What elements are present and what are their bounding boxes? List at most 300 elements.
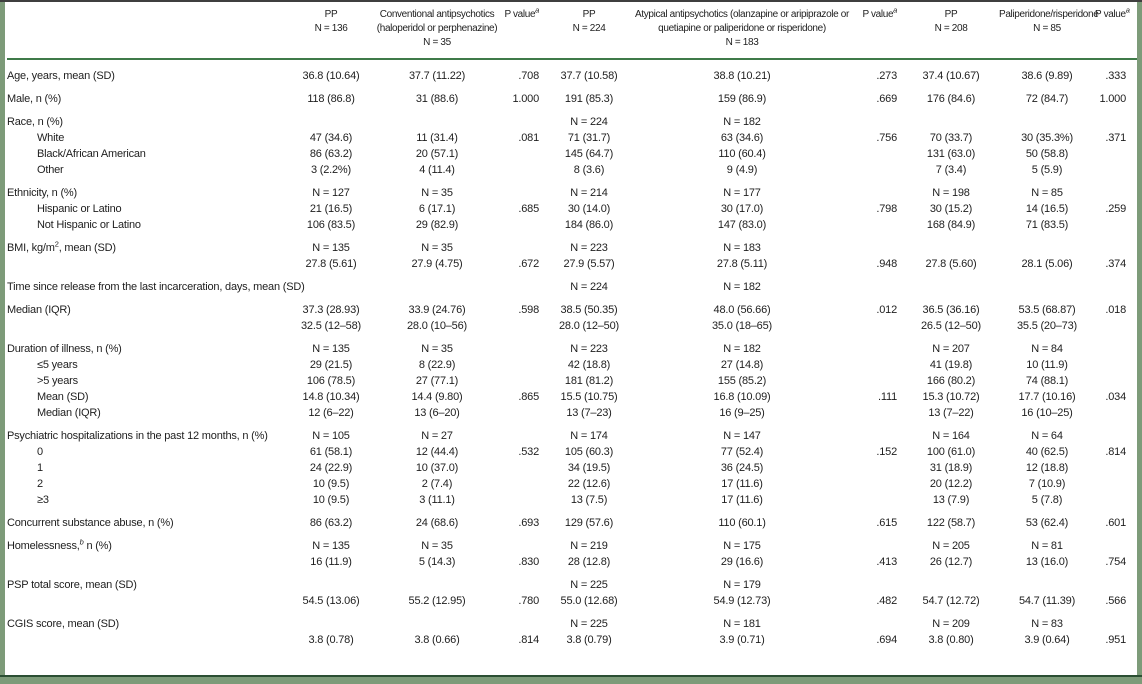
cell-atypical: N = 183 bbox=[723, 242, 761, 254]
cell-pvalue2 bbox=[853, 459, 903, 475]
cell-pp1: 10 (9.5) bbox=[312, 494, 350, 506]
cell-pvalue3 bbox=[1095, 106, 1139, 129]
cell-pp3: 100 (61.0) bbox=[926, 446, 976, 458]
cell-pvalue2: .694 bbox=[876, 634, 897, 646]
cell-pp3: 26.5 (12–50) bbox=[921, 320, 981, 332]
cell-pvalue1 bbox=[499, 177, 547, 200]
cell-pp1: 10 (9.5) bbox=[312, 478, 350, 490]
table-row bbox=[7, 372, 1139, 388]
cell-atypical: 110 (60.4) bbox=[718, 148, 766, 160]
cell-pvalue2 bbox=[853, 475, 903, 491]
cell-pp3: 41 (19.8) bbox=[929, 359, 973, 371]
table-row bbox=[7, 388, 1139, 404]
cell-atypical: 36 (24.5) bbox=[720, 462, 764, 474]
cell-paliperidone: 12 (18.8) bbox=[1025, 462, 1069, 474]
cell-pvalue2: .669 bbox=[876, 93, 897, 105]
table-row bbox=[7, 530, 1139, 553]
cell-pvalue2: .273 bbox=[876, 70, 897, 82]
cell-pp3 bbox=[903, 569, 999, 592]
row-label: Concurrent substance abuse, n (%) bbox=[7, 517, 174, 529]
cell-pp2: 28 (12.8) bbox=[567, 556, 611, 568]
cell-pvalue2 bbox=[853, 491, 903, 507]
cell-atypical: 48.0 (56.66) bbox=[713, 304, 771, 316]
cell-atypical: 30 (17.0) bbox=[720, 203, 764, 215]
cell-pp3: 15.3 (10.72) bbox=[922, 391, 980, 403]
table-row bbox=[7, 475, 1139, 491]
cell-pp3: 70 (33.7) bbox=[929, 132, 973, 144]
cell-pvalue3: .374 bbox=[1105, 258, 1126, 270]
header-row bbox=[7, 3, 1139, 59]
cell-pp1: N = 105 bbox=[312, 430, 350, 442]
cell-pp1 bbox=[287, 569, 375, 592]
cell-pvalue2: .756 bbox=[876, 132, 897, 144]
cell-conventional: N = 35 bbox=[421, 540, 453, 552]
cell-pp3: 31 (18.9) bbox=[929, 462, 973, 474]
cell-pvalue1: .780 bbox=[518, 595, 539, 607]
cell-paliperidone bbox=[999, 271, 1095, 294]
row-label: PSP total score, mean (SD) bbox=[7, 579, 137, 591]
cell-paliperidone: 74 (88.1) bbox=[1025, 375, 1069, 387]
cell-conventional: 31 (88.6) bbox=[415, 93, 459, 105]
cell-pvalue1 bbox=[499, 161, 547, 177]
cell-paliperidone: 50 (58.8) bbox=[1025, 148, 1069, 160]
row-label: Median (IQR) bbox=[37, 407, 101, 419]
cell-conventional: N = 35 bbox=[421, 242, 453, 254]
cell-pp3: 166 (80.2) bbox=[926, 375, 976, 387]
row-label bbox=[7, 255, 287, 271]
column-header-pvalue1: P value$^a$ bbox=[499, 3, 547, 59]
cell-paliperidone: 40 (62.5) bbox=[1025, 446, 1069, 458]
baseline-characteristics-table bbox=[7, 3, 1139, 647]
cell-pp1: 106 (83.5) bbox=[306, 219, 356, 231]
cell-pvalue2 bbox=[853, 420, 903, 443]
cell-pvalue1 bbox=[499, 475, 547, 491]
cell-pvalue1: .814 bbox=[518, 634, 539, 646]
table-row bbox=[7, 83, 1139, 106]
cell-pp2: 37.7 (10.58) bbox=[560, 70, 618, 82]
table-row bbox=[7, 271, 1139, 294]
cell-paliperidone: N = 84 bbox=[1031, 343, 1063, 355]
cell-pvalue1 bbox=[499, 232, 547, 255]
cell-paliperidone: 5 (7.8) bbox=[1031, 494, 1063, 506]
cell-pvalue2 bbox=[853, 404, 903, 420]
cell-atypical: N = 179 bbox=[723, 579, 761, 591]
cell-pvalue1: .693 bbox=[518, 517, 539, 529]
column-header-pp3: PP N = 208 bbox=[903, 3, 999, 59]
cell-pp1: N = 135 bbox=[312, 540, 350, 552]
cell-atypical: 63 (34.6) bbox=[720, 132, 764, 144]
cell-pvalue1: .685 bbox=[518, 203, 539, 215]
column-header-pvalue2: P value$^a$ bbox=[853, 3, 903, 59]
cell-pp2: 191 (85.3) bbox=[564, 93, 614, 105]
cell-pp2: 145 (64.7) bbox=[564, 148, 614, 160]
cell-conventional: 4 (11.4) bbox=[419, 164, 455, 176]
cell-pvalue2: .152 bbox=[876, 446, 897, 458]
cell-pp3: 54.7 (12.72) bbox=[922, 595, 980, 607]
cell-pvalue1: .532 bbox=[518, 446, 539, 458]
cell-conventional: 24 (68.6) bbox=[415, 517, 459, 529]
table-row bbox=[7, 420, 1139, 443]
cell-pvalue3: .566 bbox=[1105, 595, 1126, 607]
cell-pp3: 36.5 (36.16) bbox=[922, 304, 980, 316]
table-row bbox=[7, 317, 1139, 333]
cell-pvalue3: 1.000 bbox=[1099, 93, 1126, 105]
table-row bbox=[7, 569, 1139, 592]
cell-pvalue2: .413 bbox=[876, 556, 897, 568]
cell-pp2: N = 219 bbox=[570, 540, 608, 552]
row-label: Black/African American bbox=[37, 148, 146, 160]
cell-atypical: 155 (85.2) bbox=[717, 375, 767, 387]
cell-pp2: 105 (60.3) bbox=[564, 446, 614, 458]
table-row bbox=[7, 177, 1139, 200]
row-label: >5 years bbox=[37, 375, 78, 387]
cell-paliperidone: 3.9 (0.64) bbox=[1024, 634, 1070, 646]
cell-pvalue3: .754 bbox=[1105, 556, 1126, 568]
cell-pp2: 3.8 (0.79) bbox=[566, 634, 612, 646]
cell-conventional: N = 27 bbox=[421, 430, 453, 442]
cell-pvalue2: .111 bbox=[878, 391, 897, 403]
cell-conventional bbox=[375, 569, 499, 592]
cell-pp2: 13 (7.5) bbox=[570, 494, 608, 506]
cell-pp1: 47 (34.6) bbox=[309, 132, 353, 144]
cell-pp2: 181 (81.2) bbox=[564, 375, 614, 387]
cell-pvalue1 bbox=[499, 608, 547, 631]
table-row bbox=[7, 631, 1139, 647]
cell-pvalue3 bbox=[1095, 177, 1139, 200]
column-header-conventional: Conventional antipsychotics (haloperidol or perphenazine) N = 35 bbox=[375, 3, 499, 59]
cell-conventional: N = 35 bbox=[421, 343, 453, 355]
cell-pp1: 32.5 (12–58) bbox=[301, 320, 361, 332]
cell-pvalue3: .018 bbox=[1105, 304, 1126, 316]
cell-conventional: 5 (14.3) bbox=[418, 556, 456, 568]
row-label: Not Hispanic or Latino bbox=[37, 219, 141, 231]
cell-atypical: 159 (86.9) bbox=[717, 93, 767, 105]
cell-paliperidone bbox=[999, 106, 1095, 129]
row-label: Time since release from the last incarceration, days, mean (SD) bbox=[7, 281, 305, 293]
cell-conventional: 6 (17.1) bbox=[418, 203, 456, 215]
cell-pvalue2 bbox=[853, 271, 903, 294]
cell-atypical: 110 (60.1) bbox=[718, 517, 766, 529]
row-label: Homelessness,$^b$ n (%) bbox=[7, 537, 112, 552]
cell-pp3: 7 (3.4) bbox=[935, 164, 967, 176]
column-header-label bbox=[7, 3, 287, 59]
cell-atypical: 3.9 (0.71) bbox=[719, 634, 765, 646]
cell-pvalue1 bbox=[499, 530, 547, 553]
cell-paliperidone: 28.1 (5.06) bbox=[1021, 258, 1073, 270]
row-label: Age, years, mean (SD) bbox=[7, 70, 115, 82]
table-bottom-border-bar bbox=[0, 677, 1142, 684]
cell-pvalue2 bbox=[853, 145, 903, 161]
cell-conventional bbox=[375, 271, 499, 294]
cell-pvalue2: .948 bbox=[876, 258, 897, 270]
cell-paliperidone: N = 83 bbox=[1031, 618, 1063, 630]
cell-pvalue3 bbox=[1095, 530, 1139, 553]
cell-pp3: 37.4 (10.67) bbox=[922, 70, 980, 82]
cell-conventional: N = 35 bbox=[421, 187, 453, 199]
column-header-paliperidone: Paliperidone/risperidone N = 85 bbox=[999, 3, 1095, 59]
cell-pp1: 14.8 (10.34) bbox=[302, 391, 360, 403]
cell-pp1: 61 (58.1) bbox=[309, 446, 353, 458]
cell-pp1: 118 (86.8) bbox=[307, 93, 355, 105]
cell-atypical: 16 (9–25) bbox=[719, 407, 765, 419]
cell-pvalue1 bbox=[499, 372, 547, 388]
cell-paliperidone: 30 (35.3%) bbox=[1021, 132, 1073, 144]
row-label: ≤5 years bbox=[37, 359, 78, 371]
cell-paliperidone: N = 81 bbox=[1031, 540, 1063, 552]
row-label bbox=[7, 592, 287, 608]
cell-pp2: 55.0 (12.68) bbox=[560, 595, 618, 607]
cell-paliperidone: 53 (62.4) bbox=[1025, 517, 1069, 529]
row-label: Ethnicity, n (%) bbox=[7, 187, 77, 199]
row-label bbox=[7, 631, 287, 647]
cell-pp3: N = 209 bbox=[932, 618, 970, 630]
cell-pvalue3: .601 bbox=[1105, 517, 1126, 529]
cell-pp2: 71 (31.7) bbox=[567, 132, 611, 144]
cell-pvalue1: .598 bbox=[518, 304, 539, 316]
table-row bbox=[7, 592, 1139, 608]
cell-pp3: 30 (15.2) bbox=[929, 203, 973, 215]
cell-conventional: 27 (77.1) bbox=[415, 375, 459, 387]
row-label: Duration of illness, n (%) bbox=[7, 343, 122, 355]
table-row bbox=[7, 145, 1139, 161]
cell-pp3: 122 (58.7) bbox=[926, 517, 976, 529]
cell-pp1 bbox=[287, 608, 375, 631]
cell-pvalue2 bbox=[853, 356, 903, 372]
cell-pp1: 37.3 (28.93) bbox=[302, 304, 360, 316]
cell-pp3: 168 (84.9) bbox=[926, 219, 976, 231]
cell-pp3: N = 205 bbox=[932, 540, 970, 552]
cell-conventional: 10 (37.0) bbox=[415, 462, 459, 474]
cell-pp1: 86 (63.2) bbox=[309, 517, 353, 529]
table-row bbox=[7, 553, 1139, 569]
cell-pp2: 184 (86.0) bbox=[564, 219, 614, 231]
cell-pvalue1 bbox=[499, 106, 547, 129]
cell-pp3: N = 207 bbox=[932, 343, 970, 355]
cell-pp3: 26 (12.7) bbox=[929, 556, 973, 568]
cell-atypical: 147 (83.0) bbox=[717, 219, 767, 231]
cell-pp3: N = 164 bbox=[932, 430, 970, 442]
cell-pp2: 22 (12.6) bbox=[567, 478, 611, 490]
table-row bbox=[7, 333, 1139, 356]
cell-pp3: 27.8 (5.60) bbox=[925, 258, 977, 270]
row-label: ≥3 bbox=[37, 494, 49, 506]
row-label: Median (IQR) bbox=[7, 304, 71, 316]
row-label: Hispanic or Latino bbox=[37, 203, 122, 215]
cell-atypical: 16.8 (10.09) bbox=[713, 391, 771, 403]
cell-pvalue3: .259 bbox=[1105, 203, 1126, 215]
cell-pvalue1 bbox=[499, 271, 547, 294]
cell-pp3: 176 (84.6) bbox=[926, 93, 976, 105]
cell-paliperidone: 10 (11.9) bbox=[1026, 359, 1068, 371]
cell-atypical: 27 (14.8) bbox=[720, 359, 764, 371]
cell-paliperidone bbox=[999, 232, 1095, 255]
cell-conventional: 8 (22.9) bbox=[418, 359, 456, 371]
cell-conventional: 29 (82.9) bbox=[415, 219, 459, 231]
cell-pp2: N = 174 bbox=[570, 430, 608, 442]
cell-pvalue2 bbox=[853, 317, 903, 333]
cell-atypical: 17 (11.6) bbox=[721, 494, 763, 506]
row-label: Race, n (%) bbox=[7, 116, 63, 128]
cell-paliperidone: N = 85 bbox=[1031, 187, 1063, 199]
cell-pp2: 34 (19.5) bbox=[567, 462, 611, 474]
table-row bbox=[7, 491, 1139, 507]
table-row bbox=[7, 106, 1139, 129]
cell-atypical: 29 (16.6) bbox=[720, 556, 764, 568]
cell-pp3: 3.8 (0.80) bbox=[928, 634, 974, 646]
cell-pvalue3 bbox=[1095, 271, 1139, 294]
cell-pvalue1: 1.000 bbox=[512, 93, 539, 105]
cell-atypical: N = 175 bbox=[723, 540, 761, 552]
cell-paliperidone: 5 (5.9) bbox=[1031, 164, 1063, 176]
cell-pvalue3: .371 bbox=[1105, 132, 1126, 144]
cell-pvalue3 bbox=[1095, 475, 1139, 491]
cell-pvalue2 bbox=[853, 232, 903, 255]
cell-pvalue3 bbox=[1095, 459, 1139, 475]
cell-paliperidone: 7 (10.9) bbox=[1028, 478, 1066, 490]
cell-pp2: N = 224 bbox=[570, 281, 608, 293]
cell-atypical: 35.0 (18–65) bbox=[712, 320, 772, 332]
table-top-rule bbox=[0, 0, 1142, 2]
row-label: BMI, $kg/m^2$, mean (SD) bbox=[7, 239, 116, 254]
cell-pp2: N = 225 bbox=[570, 579, 608, 591]
cell-pvalue2: .798 bbox=[876, 203, 897, 215]
cell-paliperidone: 13 (16.0) bbox=[1025, 556, 1069, 568]
cell-pvalue3 bbox=[1095, 333, 1139, 356]
table-row bbox=[7, 507, 1139, 530]
cell-pvalue3 bbox=[1095, 372, 1139, 388]
table-right-border-bar bbox=[1137, 0, 1142, 684]
cell-pvalue3 bbox=[1095, 232, 1139, 255]
cell-pvalue1 bbox=[499, 317, 547, 333]
cell-atypical: N = 181 bbox=[723, 618, 761, 630]
cell-pvalue3 bbox=[1095, 420, 1139, 443]
cell-atypical: N = 177 bbox=[723, 187, 761, 199]
cell-pvalue1 bbox=[499, 459, 547, 475]
cell-pvalue1 bbox=[499, 420, 547, 443]
cell-pvalue1 bbox=[499, 356, 547, 372]
table-row bbox=[7, 59, 1139, 83]
cell-pvalue1: .830 bbox=[518, 556, 539, 568]
cell-pvalue3: .951 bbox=[1105, 634, 1126, 646]
cell-pvalue3 bbox=[1095, 317, 1139, 333]
cell-conventional: 55.2 (12.95) bbox=[408, 595, 466, 607]
cell-pvalue3 bbox=[1095, 608, 1139, 631]
row-label: White bbox=[37, 132, 65, 144]
cell-pp1: 24 (22.9) bbox=[309, 462, 353, 474]
cell-paliperidone: N = 64 bbox=[1031, 430, 1063, 442]
cell-pp2: 27.9 (5.57) bbox=[563, 258, 615, 270]
cell-pvalue2 bbox=[853, 106, 903, 129]
cell-atypical: 17 (11.6) bbox=[721, 478, 763, 490]
cell-paliperidone: 72 (84.7) bbox=[1025, 93, 1069, 105]
cell-pp3: 13 (7–22) bbox=[928, 407, 974, 419]
cell-atypical: 54.9 (12.73) bbox=[713, 595, 771, 607]
cell-paliperidone: 54.7 (11.39) bbox=[1018, 595, 1076, 607]
cell-pp2: 13 (7–23) bbox=[566, 407, 612, 419]
cell-paliperidone bbox=[999, 569, 1095, 592]
table-row bbox=[7, 443, 1139, 459]
cell-pvalue2 bbox=[853, 216, 903, 232]
cell-pvalue1 bbox=[499, 145, 547, 161]
table-row bbox=[7, 129, 1139, 145]
column-header-pp2: PP N = 224 bbox=[547, 3, 631, 59]
cell-paliperidone: 14 (16.5) bbox=[1025, 203, 1069, 215]
row-label: Psychiatric hospitalizations in the past 12 months, n (%) bbox=[7, 430, 268, 442]
cell-pvalue3: .814 bbox=[1105, 446, 1126, 458]
cell-pvalue1 bbox=[499, 569, 547, 592]
row-label: 1 bbox=[37, 462, 43, 474]
cell-pvalue3 bbox=[1095, 356, 1139, 372]
cell-pvalue3 bbox=[1095, 161, 1139, 177]
cell-pp1: N = 135 bbox=[312, 343, 350, 355]
cell-conventional: 12 (44.4) bbox=[415, 446, 459, 458]
cell-atypical: 77 (52.4) bbox=[720, 446, 764, 458]
row-label: 0 bbox=[37, 446, 43, 458]
cell-pp1 bbox=[287, 106, 375, 129]
cell-pp1: 27.8 (5.61) bbox=[305, 258, 357, 270]
cell-pvalue3 bbox=[1095, 145, 1139, 161]
table-row bbox=[7, 404, 1139, 420]
table-row bbox=[7, 608, 1139, 631]
cell-pvalue2: .482 bbox=[876, 595, 897, 607]
cell-pp2: N = 214 bbox=[570, 187, 608, 199]
cell-pvalue1: .865 bbox=[518, 391, 539, 403]
cell-pp1: 36.8 (10.64) bbox=[302, 70, 360, 82]
cell-pp2: N = 225 bbox=[570, 618, 608, 630]
cell-conventional bbox=[375, 106, 499, 129]
row-label bbox=[7, 317, 287, 333]
table-row bbox=[7, 200, 1139, 216]
cell-paliperidone: 17.7 (10.16) bbox=[1018, 391, 1076, 403]
cell-pvalue2 bbox=[853, 177, 903, 200]
column-header-atypical: Atypical antipsychotics (olanzapine or aripiprazole or quetiapine or paliperidone or risperidone) N = 183 bbox=[631, 3, 853, 59]
cell-pvalue2: .012 bbox=[876, 304, 897, 316]
cell-pp2: N = 223 bbox=[570, 343, 608, 355]
table-bottom-rule bbox=[0, 675, 1142, 677]
cell-conventional: 13 (6–20) bbox=[414, 407, 460, 419]
cell-pp1: N = 135 bbox=[312, 242, 350, 254]
cell-atypical: 27.8 (5.11) bbox=[716, 258, 768, 270]
table-row bbox=[7, 294, 1139, 317]
cell-pvalue2 bbox=[853, 569, 903, 592]
cell-pp3 bbox=[903, 232, 999, 255]
cell-pp2: 129 (57.6) bbox=[564, 517, 614, 529]
cell-pp2: 42 (18.8) bbox=[567, 359, 611, 371]
cell-pvalue2 bbox=[853, 372, 903, 388]
cell-pvalue3 bbox=[1095, 491, 1139, 507]
cell-paliperidone: 35.5 (20–73) bbox=[1017, 320, 1077, 332]
cell-pp2: N = 223 bbox=[570, 242, 608, 254]
cell-pp1: 3 (2.2%) bbox=[311, 164, 351, 176]
cell-paliperidone: 38.6 (9.89) bbox=[1021, 70, 1073, 82]
cell-pp1: 86 (63.2) bbox=[309, 148, 353, 160]
row-label: CGIS score, mean (SD) bbox=[7, 618, 119, 630]
cell-pvalue1 bbox=[499, 404, 547, 420]
cell-conventional: 28.0 (10–56) bbox=[407, 320, 467, 332]
row-label: Mean (SD) bbox=[37, 391, 89, 403]
cell-pp3: 131 (63.0) bbox=[926, 148, 976, 160]
row-label: Other bbox=[37, 164, 64, 176]
cell-pvalue3: .333 bbox=[1105, 70, 1126, 82]
cell-pp2: 28.0 (12–50) bbox=[559, 320, 619, 332]
cell-atypical: N = 182 bbox=[723, 281, 761, 293]
cell-pp2: 30 (14.0) bbox=[567, 203, 611, 215]
cell-atypical: 38.8 (10.21) bbox=[713, 70, 771, 82]
row-label: Male, n (%) bbox=[7, 93, 62, 105]
cell-pp2: 15.5 (10.75) bbox=[560, 391, 618, 403]
cell-conventional: 11 (31.4) bbox=[416, 132, 458, 144]
cell-pp1: 3.8 (0.78) bbox=[308, 634, 354, 646]
